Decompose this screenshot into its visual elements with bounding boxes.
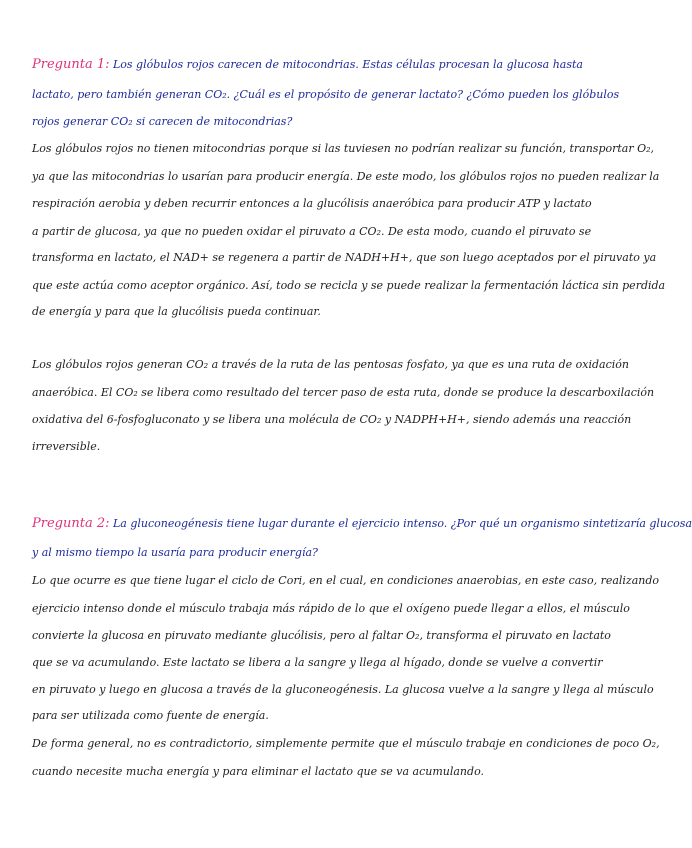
answer-1-p2-line-3: oxidativa del 6-fosfogluconato y se libera una molécula de CO₂ y NADPH+H+, siendo además una reacción	[32, 413, 632, 426]
answer-1-p1-line-6: que este actúa como aceptor orgánico. Así, todo se recicla y se puede realizar la fermentación láctica sin perdida	[32, 279, 666, 292]
answer-2-p1-line-2: ejercicio intenso donde el músculo trabaja más rápido de lo que el oxígeno puede llegar a ellos, el músculo	[32, 602, 630, 615]
answer-1-p1-line-2: ya que las mitocondrias lo usarían para producir energía. De este modo, los glóbulos rojos no pueden realizar la	[32, 170, 660, 183]
question-1-line-1	[32, 57, 583, 72]
question-1-label: Pregunta 1:	[32, 57, 110, 72]
question-2-label: Pregunta 2:	[32, 516, 110, 531]
answer-2-p1-line-4: que se va acumulando. Este lactato se libera a la sangre y llega al hígado, donde se vuelve a convertir	[32, 656, 603, 669]
answer-1-p2-line-1: Los glóbulos rojos generan CO₂ a través de la ruta de las pentosas fosfato, ya que es una ruta de oxidación	[32, 358, 629, 371]
answer-2-p1-line-1: Lo que ocurre es que tiene lugar el ciclo de Cori, en el cual, en condiciones anaerobias, en este caso, realizando	[32, 574, 660, 587]
answer-2-p1-line-6: para ser utilizada como fuente de energía.	[32, 709, 269, 722]
question-2-line-1	[32, 516, 692, 531]
answer-2-p2-line-1: De forma general, no es contradictorio, simplemente permite que el músculo trabaje en condiciones de poco O₂,	[32, 737, 660, 750]
answer-2-p1-line-3: convierte la glucosa en piruvato mediante glucólisis, pero al faltar O₂, transforma el piruvato en lactato	[32, 629, 611, 642]
answer-2-p2-line-2: cuando necesite mucha energía y para eliminar el lactato que se va acumulando.	[32, 765, 484, 778]
answer-1-p1-line-1: Los glóbulos rojos no tienen mitocondrias porque si las tuviesen no podrían realizar su función, transportar O₂,	[32, 142, 655, 155]
answer-1-p1-line-5: transforma en lactato, el NAD+ se regenera a partir de NADH+H+, que son luego aceptados por el piruvato ya	[32, 251, 657, 264]
question-1-line-3: rojos generar CO₂ si carecen de mitocondrias?	[32, 115, 293, 128]
answer-2-p1-line-5: en piruvato y luego en glucosa a través de la gluconeogénesis. La glucosa vuelve a la sangre y llega al músculo	[32, 683, 654, 696]
question-1-line-2: lactato, pero también generan CO₂. ¿Cuál es el propósito de generar lactato? ¿Cómo pueden los glóbulos	[32, 88, 620, 101]
question-2-line-2: y al mismo tiempo la usaría para producir energía?	[32, 546, 318, 559]
question-2-text: La gluconeogénesis tiene lugar durante el ejercicio intenso. ¿Por qué un organismo sintetizaría glucosa	[112, 517, 692, 530]
answer-1-p1-line-7: de energía y para que la glucólisis pueda continuar.	[32, 305, 321, 318]
answer-1-p1-line-4: a partir de glucosa, ya que no pueden oxidar el piruvato a CO₂. De esta modo, cuando el piruvato se	[32, 225, 592, 238]
question-1-text: Los glóbulos rojos carecen de mitocondrias. Estas células procesan la glucosa hasta	[112, 58, 583, 71]
answer-1-p2-line-4: irreversible.	[32, 440, 101, 453]
answer-1-p2-line-2: anaeróbica. El CO₂ se libera como resultado del tercer paso de esta ruta, donde se produce la descarboxilación	[32, 386, 655, 399]
answer-1-p1-line-3: respiración aerobia y deben recurrir entonces a la glucólisis anaeróbica para producir ATP y lactato	[32, 197, 592, 210]
